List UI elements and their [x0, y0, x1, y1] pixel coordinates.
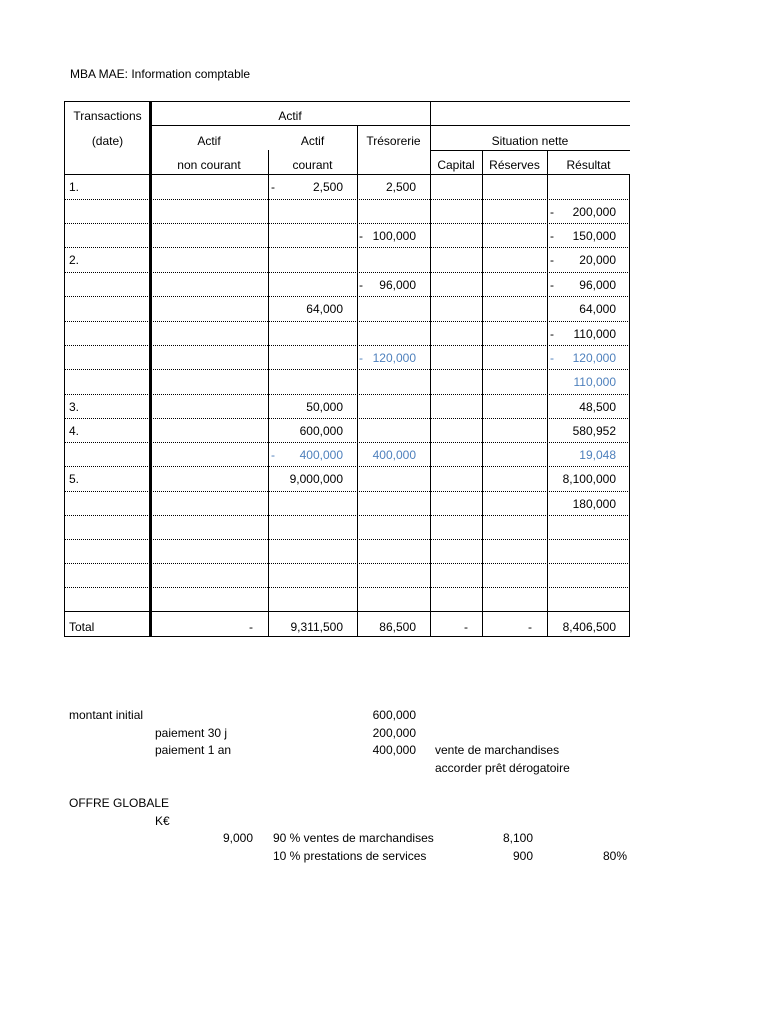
grid-line: [547, 150, 548, 636]
offre-globale-label: OFFRE GLOBALE: [69, 796, 170, 810]
total-reserves: -: [528, 620, 532, 634]
row-label: 4.: [69, 424, 80, 438]
page-title: MBA MAE: Information comptable: [70, 67, 251, 81]
prestations-value: 900: [512, 849, 533, 863]
cell-resultat: 180,000: [572, 497, 616, 511]
row-label: 3.: [69, 400, 80, 414]
total-tresorerie: 86,500: [379, 620, 416, 634]
cell-resultat-sign: -: [550, 351, 554, 365]
header-capital: Capital: [437, 158, 475, 172]
grid-line: [64, 101, 65, 636]
cell-resultat: 110,000: [573, 327, 616, 341]
cell-resultat-sign: -: [550, 278, 554, 292]
unit-label: K€: [155, 814, 170, 828]
cell-tresorerie-sign: -: [359, 229, 363, 243]
grid-line: [268, 150, 269, 636]
header-actif-c-2: courant: [292, 158, 333, 172]
cell-resultat: 200,000: [572, 205, 616, 219]
cell-tresorerie: 400,000: [372, 448, 416, 462]
cell-resultat: 8,100,000: [562, 472, 616, 486]
grid-line: [64, 636, 630, 637]
vente-marchandises-note: vente de marchandises: [435, 743, 560, 757]
total-resultat: 8,406,500: [562, 620, 616, 634]
percentage-value: 80%: [602, 849, 627, 863]
cell-resultat-sign: -: [550, 205, 554, 219]
grid-line: [357, 125, 358, 636]
cell-resultat: 48,500: [579, 400, 616, 414]
header-tresorerie: Trésorerie: [366, 134, 421, 148]
cell-resultat: 120,000: [572, 351, 616, 365]
prestations-label: 10 % prestations de services: [273, 849, 427, 863]
header-actif-nc-1: Actif: [197, 134, 221, 148]
paiement-1an-label: paiement 1 an: [155, 743, 232, 757]
cell-resultat: 96,000: [579, 278, 616, 292]
cell-resultat-sign: -: [550, 327, 554, 341]
paiement-30j-value: 200,000: [372, 726, 416, 740]
montant-initial-value: 600,000: [372, 708, 416, 722]
cell-tresorerie: 120,000: [372, 351, 416, 365]
cell-resultat-sign: -: [550, 253, 554, 267]
cell-tresorerie-sign: -: [359, 351, 363, 365]
cell-actif-courant-sign: -: [271, 448, 275, 462]
row-label: 5.: [69, 472, 80, 486]
row-label: 2.: [69, 253, 80, 267]
cell-actif-courant: 9,000,000: [289, 472, 343, 486]
header-situation-nette: Situation nette: [491, 134, 569, 148]
paiement-1an-value: 400,000: [372, 743, 416, 757]
grid-line: [430, 150, 630, 151]
cell-actif-courant: 400,000: [299, 448, 343, 462]
montant-initial-label: montant initial: [69, 708, 144, 722]
cell-tresorerie: 100,000: [372, 229, 416, 243]
cell-resultat: 150,000: [572, 229, 616, 243]
ventes-value: 8,100: [502, 831, 533, 845]
row-label: 1.: [69, 180, 80, 194]
header-actif-group: Actif: [278, 109, 302, 123]
accorder-pret-note: accorder prêt dérogatoire: [435, 761, 570, 775]
grid-line: [150, 125, 630, 126]
cell-actif-courant: 50,000: [306, 400, 343, 414]
grid-line: [149, 101, 152, 636]
grid-line: [482, 150, 483, 636]
cell-resultat: 64,000: [579, 302, 616, 316]
total-actif-courant: 9,311,500: [290, 620, 343, 634]
total-capital: -: [464, 620, 468, 634]
total-actif-non-courant: -: [249, 620, 253, 634]
cell-resultat: 580,952: [572, 424, 616, 438]
cell-actif-courant: 600,000: [299, 424, 343, 438]
cell-actif-courant-sign: -: [271, 180, 275, 194]
cell-tresorerie: 2,500: [385, 180, 416, 194]
cell-actif-courant: 2,500: [312, 180, 343, 194]
header-resultat: Résultat: [566, 158, 611, 172]
grid-line: [430, 101, 431, 636]
cell-actif-courant: 64,000: [306, 302, 343, 316]
offre-total-value: 9,000: [222, 831, 253, 845]
cell-tresorerie-sign: -: [359, 278, 363, 292]
grid-line: [629, 174, 630, 636]
header-transactions: Transactions: [73, 109, 142, 123]
header-reserves: Réserves: [489, 158, 540, 172]
header-actif-c-1: Actif: [300, 134, 325, 148]
header-date: (date): [91, 134, 124, 148]
ventes-label: 90 % ventes de marchandises: [273, 831, 434, 845]
cell-resultat: 110,000: [573, 375, 616, 389]
total-label: Total: [69, 620, 95, 634]
cell-resultat-sign: -: [550, 229, 554, 243]
cell-resultat: 20,000: [579, 253, 616, 267]
header-actif-nc-2: non courant: [177, 158, 241, 172]
cell-resultat: 19,048: [579, 448, 616, 462]
paiement-30j-label: paiement 30 j: [155, 726, 228, 740]
cell-tresorerie: 96,000: [379, 278, 416, 292]
